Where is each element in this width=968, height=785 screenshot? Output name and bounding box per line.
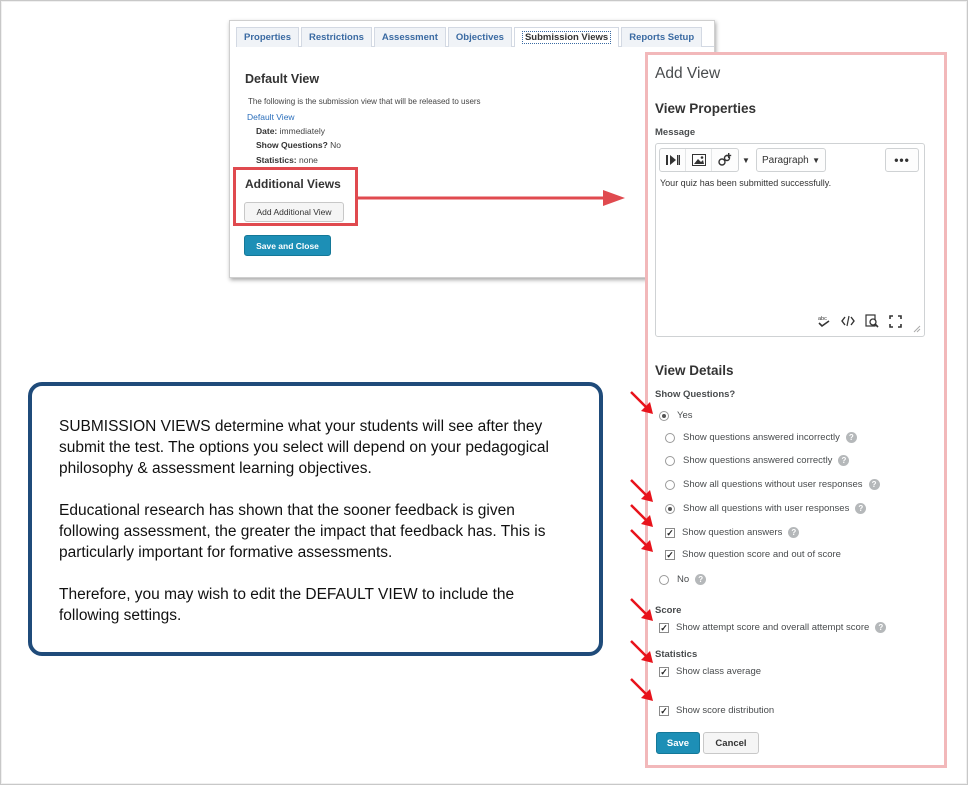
tab-submission-views-label: Submission Views bbox=[522, 31, 611, 44]
add-additional-view-button[interactable]: Add Additional View bbox=[244, 202, 344, 222]
option-answers-label: Show question answers bbox=[682, 527, 783, 538]
option-without-responses[interactable] bbox=[665, 479, 880, 490]
option-without-responses-label: Show all questions without user responses bbox=[683, 479, 863, 490]
editor-content[interactable]: Your quiz has been submitted successfully. bbox=[660, 178, 832, 188]
arrow-icon bbox=[357, 186, 627, 210]
quiz-settings-panel bbox=[229, 20, 715, 278]
view-properties-heading: View Properties bbox=[655, 101, 757, 116]
callout-paragraph-3: Therefore, you may wish to edit the DEFAULT VIEW to include the following settings. bbox=[59, 586, 515, 624]
chevron-down-icon: ▼ bbox=[812, 155, 820, 165]
statistics-value: none bbox=[299, 155, 318, 165]
arrow-icon bbox=[629, 478, 655, 504]
help-icon[interactable]: ? bbox=[695, 574, 706, 585]
option-yes-label: Yes bbox=[677, 410, 693, 421]
without-responses-radio[interactable] bbox=[665, 480, 675, 490]
add-view-title: Add View bbox=[655, 65, 721, 82]
option-score-distribution[interactable] bbox=[659, 705, 774, 716]
help-icon[interactable]: ? bbox=[838, 455, 849, 466]
option-attempt-score[interactable] bbox=[659, 622, 886, 633]
score-label: Score bbox=[655, 605, 682, 616]
attempt-score-checkbox[interactable]: ✓ bbox=[660, 622, 668, 633]
option-class-average[interactable] bbox=[659, 666, 761, 677]
arrow-icon bbox=[629, 390, 655, 416]
score-out-of-checkbox[interactable]: ✓ bbox=[666, 549, 674, 560]
show-questions-row bbox=[256, 140, 341, 150]
message-label: Message bbox=[655, 127, 696, 138]
option-correct[interactable] bbox=[665, 455, 849, 466]
date-row bbox=[256, 126, 325, 136]
chevron-down-icon[interactable]: ▼ bbox=[742, 155, 750, 165]
score-distribution-checkbox[interactable]: ✓ bbox=[660, 705, 668, 716]
resize-handle-icon[interactable] bbox=[913, 325, 921, 333]
help-icon[interactable]: ? bbox=[869, 479, 880, 490]
class-average-checkbox[interactable]: ✓ bbox=[660, 666, 668, 677]
spellcheck-icon[interactable] bbox=[817, 314, 831, 328]
paragraph-format-value: Paragraph bbox=[762, 154, 809, 166]
help-icon[interactable]: ? bbox=[846, 432, 857, 443]
cancel-button[interactable]: Cancel bbox=[703, 732, 759, 754]
more-actions-button[interactable]: ••• bbox=[885, 148, 919, 172]
option-with-responses-label: Show all questions with user responses bbox=[683, 503, 850, 514]
statistics-row bbox=[256, 155, 318, 165]
with-responses-radio[interactable] bbox=[665, 504, 675, 514]
help-icon[interactable]: ? bbox=[875, 622, 886, 633]
insert-stuff-icon[interactable] bbox=[712, 149, 738, 171]
help-icon[interactable]: ? bbox=[788, 527, 799, 538]
arrow-icon bbox=[629, 597, 655, 623]
source-code-icon[interactable] bbox=[841, 315, 855, 327]
arrow-icon bbox=[629, 677, 655, 703]
callout-paragraph-1: SUBMISSION VIEWS determine what your students will see after they submit the test. The options you select will depend on your pedagogical philosophy & assessment learning objectives. bbox=[59, 418, 549, 477]
option-no-label: No bbox=[677, 574, 690, 585]
show-questions-value: No bbox=[330, 140, 342, 150]
no-radio[interactable] bbox=[659, 575, 669, 585]
default-view-title: Default View bbox=[245, 72, 320, 86]
option-score-distribution-label: Show score distribution bbox=[676, 705, 775, 716]
correct-radio[interactable] bbox=[665, 456, 675, 466]
paragraph-format-select[interactable] bbox=[756, 148, 826, 172]
tab-objectives[interactable]: Objectives bbox=[448, 27, 512, 47]
additional-views-title: Additional Views bbox=[245, 177, 341, 191]
help-icon[interactable]: ? bbox=[855, 503, 866, 514]
tab-assessment[interactable]: Assessment bbox=[374, 27, 446, 47]
show-questions-label: Show Questions? bbox=[655, 389, 736, 400]
option-incorrect-label: Show questions answered incorrectly bbox=[683, 432, 840, 443]
quiz-tabs bbox=[236, 27, 714, 47]
fullscreen-icon[interactable] bbox=[889, 315, 902, 328]
answers-checkbox[interactable]: ✓ bbox=[666, 527, 674, 538]
option-attempt-score-label: Show attempt score and overall attempt score bbox=[676, 622, 870, 633]
statistics-label: Statistics bbox=[655, 649, 698, 660]
tab-reports-setup[interactable]: Reports Setup bbox=[621, 27, 702, 47]
option-with-responses[interactable] bbox=[665, 503, 866, 514]
incorrect-radio[interactable] bbox=[665, 433, 675, 443]
option-score-out-of-label: Show question score and out of score bbox=[682, 549, 841, 560]
option-yes[interactable] bbox=[659, 410, 693, 421]
save-and-close-button[interactable]: Save and Close bbox=[244, 235, 331, 256]
tab-submission-views[interactable] bbox=[514, 27, 619, 47]
view-details-heading: View Details bbox=[655, 363, 734, 378]
option-correct-label: Show questions answered correctly bbox=[683, 455, 833, 466]
save-button[interactable]: Save bbox=[656, 732, 700, 754]
preview-icon[interactable] bbox=[865, 314, 879, 328]
tab-properties[interactable]: Properties bbox=[236, 27, 299, 47]
arrow-icon bbox=[629, 503, 655, 529]
default-view-link[interactable]: Default View bbox=[247, 112, 295, 122]
tab-restrictions[interactable]: Restrictions bbox=[301, 27, 372, 47]
arrow-icon bbox=[629, 528, 655, 554]
add-view-panel bbox=[645, 52, 947, 768]
date-label: Date: bbox=[256, 126, 278, 136]
option-class-average-label: Show class average bbox=[676, 666, 762, 677]
callout-paragraph-2: Educational research has shown that the sooner feedback is given following assessment, the greater the impact that feedback has. This is particularly important for formative assessments. bbox=[59, 502, 546, 561]
media-icon[interactable] bbox=[660, 149, 686, 171]
option-incorrect[interactable] bbox=[665, 432, 857, 443]
highlight-box bbox=[233, 167, 358, 226]
arrow-icon bbox=[629, 639, 655, 665]
option-score-out-of[interactable] bbox=[665, 549, 841, 560]
info-callout bbox=[28, 382, 603, 656]
date-value: immediately bbox=[279, 126, 325, 136]
show-questions-label: Show Questions? bbox=[256, 140, 328, 150]
option-no[interactable] bbox=[659, 574, 706, 585]
message-editor[interactable] bbox=[655, 143, 925, 337]
svg-text:abc: abc bbox=[818, 316, 827, 322]
editor-footer bbox=[817, 314, 902, 328]
default-view-description: The following is the submission view that will be released to users bbox=[248, 97, 481, 106]
editor-toolbar bbox=[659, 148, 826, 172]
yes-radio[interactable] bbox=[659, 411, 669, 421]
option-answers[interactable] bbox=[665, 527, 799, 538]
statistics-label: Statistics: bbox=[256, 155, 297, 165]
image-icon[interactable] bbox=[686, 149, 712, 171]
insert-group bbox=[659, 148, 739, 172]
